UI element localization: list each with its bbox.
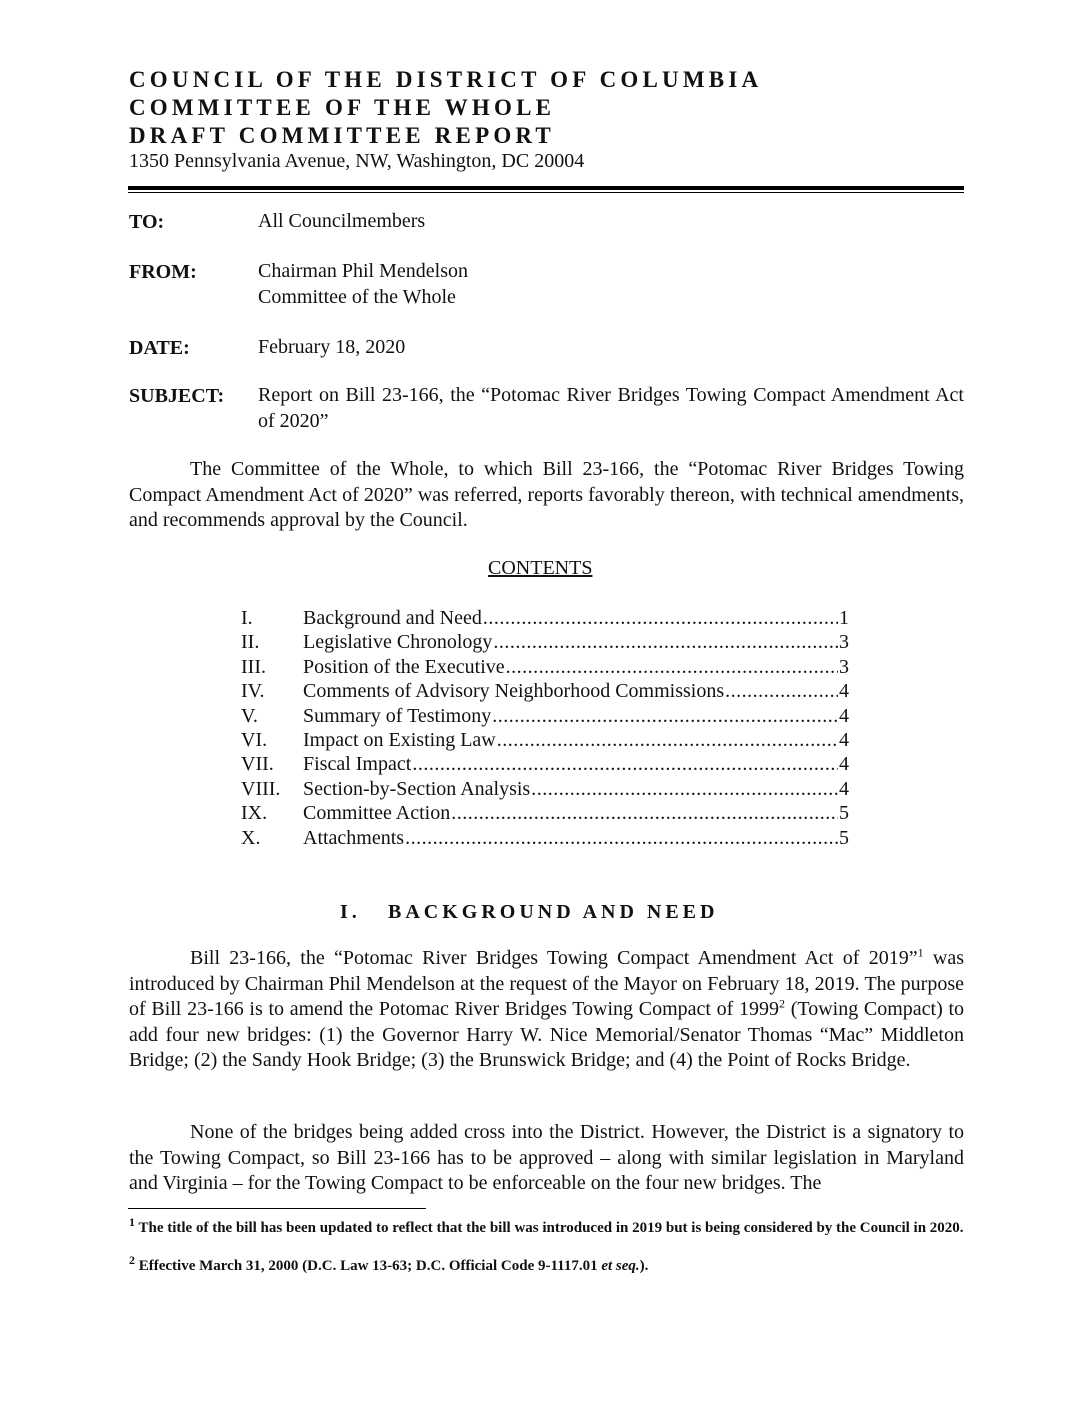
- footnote-ref-1: 1: [917, 945, 924, 960]
- toc-leader-dots: [492, 704, 838, 728]
- toc-title: Committee Action: [303, 802, 451, 825]
- toc-row: [241, 630, 849, 654]
- toc-page-number: 3: [839, 631, 849, 654]
- section-title: BACKGROUND AND NEED: [388, 901, 719, 923]
- toc-page-number: 3: [839, 655, 849, 678]
- subject-label: SUBJECT:: [129, 385, 225, 407]
- background-paragraph-1: [129, 946, 964, 1074]
- toc-title: Background and Need: [303, 607, 482, 629]
- from-label: FROM:: [129, 261, 197, 283]
- toc-leader-dots: [506, 655, 838, 679]
- toc-title: Summary of Testimony: [303, 704, 492, 727]
- toc-leader-dots: [531, 777, 838, 801]
- toc-row: [241, 655, 849, 679]
- header-rule-thin: [128, 192, 964, 193]
- report-title: DRAFT COMMITTEE REPORT: [129, 123, 555, 148]
- footnote-text: The title of the bill has been updated to reflect that the bill was introduced in 2019 but is being considered by the Council in 2020.: [135, 1220, 964, 1236]
- toc-page-number: 5: [839, 826, 849, 849]
- toc-leader-dots: [451, 801, 838, 825]
- to-value: All Councilmembers: [258, 210, 426, 232]
- header-rule-thick: [128, 186, 964, 190]
- toc-number: II.: [241, 631, 260, 654]
- toc-title: Impact on Existing Law: [303, 728, 496, 751]
- toc-number: III.: [241, 655, 266, 678]
- para1-text-a: Bill 23-166, the “Potomac River Bridges Towing Compact Amendment Act of 2019”: [190, 947, 918, 969]
- footnote-separator: [128, 1208, 426, 1209]
- toc-number: I.: [241, 607, 253, 629]
- toc-leader-dots: [405, 826, 838, 850]
- subject-value: Report on Bill 23-166, the “Potomac River Bridges Towing Compact Amendment Act of 2020”: [258, 384, 964, 432]
- toc-leader-dots: [412, 752, 838, 776]
- footnote-number: 1: [129, 1215, 135, 1229]
- toc-row: [241, 801, 849, 825]
- footnote-text-end: ).: [639, 1258, 649, 1274]
- toc-number: VII.: [241, 753, 274, 776]
- toc-row: [241, 728, 849, 752]
- toc-page-number: 5: [839, 802, 849, 825]
- para1-text-c: (Towing Compact) to add four new bridges: (1) the Governor Harry W. Nice Memorial/Senator Thomas “Mac” Middleton Bridge; (2) the Sandy Hook Bridge; (3) the Brunswick Bridge; and (4) the Point of Rocks Bridge.: [129, 998, 965, 1072]
- para1-text-b: was introduced by Chairman Phil Mendelson at the request of the Mayor on February 18, 2019. The purpose of Bill 23-166 is to amend the Potomac River Bridges Towing Compact of 1999: [129, 947, 964, 1021]
- toc-row: [241, 752, 849, 776]
- footnote-text: Effective March 31, 2000 (D.C. Law 13-63; D.C. Official Code 9-1117.01: [135, 1258, 602, 1274]
- date-value: February 18, 2020: [258, 336, 406, 358]
- footnote-1: [129, 1215, 964, 1238]
- toc-number: VIII.: [241, 777, 281, 800]
- toc-title: Attachments: [303, 826, 405, 849]
- toc-title: Comments of Advisory Neighborhood Commissions: [303, 680, 725, 703]
- toc-row: [241, 679, 849, 703]
- council-address: 1350 Pennsylvania Avenue, NW, Washington, DC 20004: [129, 150, 585, 172]
- toc-page-number: 4: [839, 753, 849, 776]
- toc-title: Position of the Executive: [303, 655, 505, 678]
- date-label: DATE:: [129, 337, 190, 359]
- section-heading: [340, 901, 718, 924]
- footnote-2: [129, 1253, 964, 1276]
- to-label: TO:: [129, 211, 165, 233]
- toc-row: [241, 704, 849, 728]
- footnote-ref-2: 2: [779, 996, 786, 1011]
- committee-title: COMMITTEE OF THE WHOLE: [129, 95, 556, 120]
- toc-title: Legislative Chronology: [303, 631, 493, 654]
- toc-leader-dots: [725, 679, 838, 703]
- toc-row: [241, 606, 849, 630]
- toc-leader-dots: [493, 630, 838, 654]
- toc-page-number: 4: [839, 680, 849, 703]
- toc-number: V.: [241, 704, 258, 727]
- toc-page-number: 4: [839, 777, 849, 800]
- toc-row: [241, 777, 849, 801]
- contents-heading: CONTENTS: [488, 557, 593, 579]
- footnote-number: 2: [129, 1253, 135, 1267]
- toc-page-number: 1: [839, 607, 849, 629]
- toc-number: IV.: [241, 680, 265, 703]
- section-number: I.: [340, 901, 361, 923]
- background-paragraph-2: None of the bridges being added cross into the District. However, the District is a signatory to the Towing Compact, so Bill 23-166 has to be approved – along with similar legislation in Maryland and Virginia – for the Towing Compact to be enforceable on the four new bridges. The: [129, 1121, 964, 1195]
- council-title: COUNCIL OF THE DISTRICT OF COLUMBIA: [129, 67, 763, 92]
- from-name: Chairman Phil Mendelson: [258, 260, 468, 282]
- toc-page-number: 4: [839, 728, 849, 751]
- toc-title: Fiscal Impact: [303, 753, 412, 776]
- intro-paragraph: The Committee of the Whole, to which Bill 23-166, the “Potomac River Bridges Towing Compact Amendment Act of 2020” was referred, reports favorably thereon, with technical amendments, and recommends approval by the Council.: [129, 458, 964, 532]
- footnote-italic: et seq.: [601, 1258, 640, 1274]
- toc-number: X.: [241, 826, 261, 849]
- toc-number: IX.: [241, 802, 268, 825]
- toc-number: VI.: [241, 728, 268, 751]
- table-of-contents: [241, 606, 849, 850]
- toc-leader-dots: [497, 728, 838, 752]
- from-committee: Committee of the Whole: [258, 286, 456, 308]
- toc-page-number: 4: [839, 704, 849, 727]
- toc-row: [241, 826, 849, 850]
- toc-title: Section-by-Section Analysis: [303, 777, 531, 800]
- toc-leader-dots: [483, 606, 838, 630]
